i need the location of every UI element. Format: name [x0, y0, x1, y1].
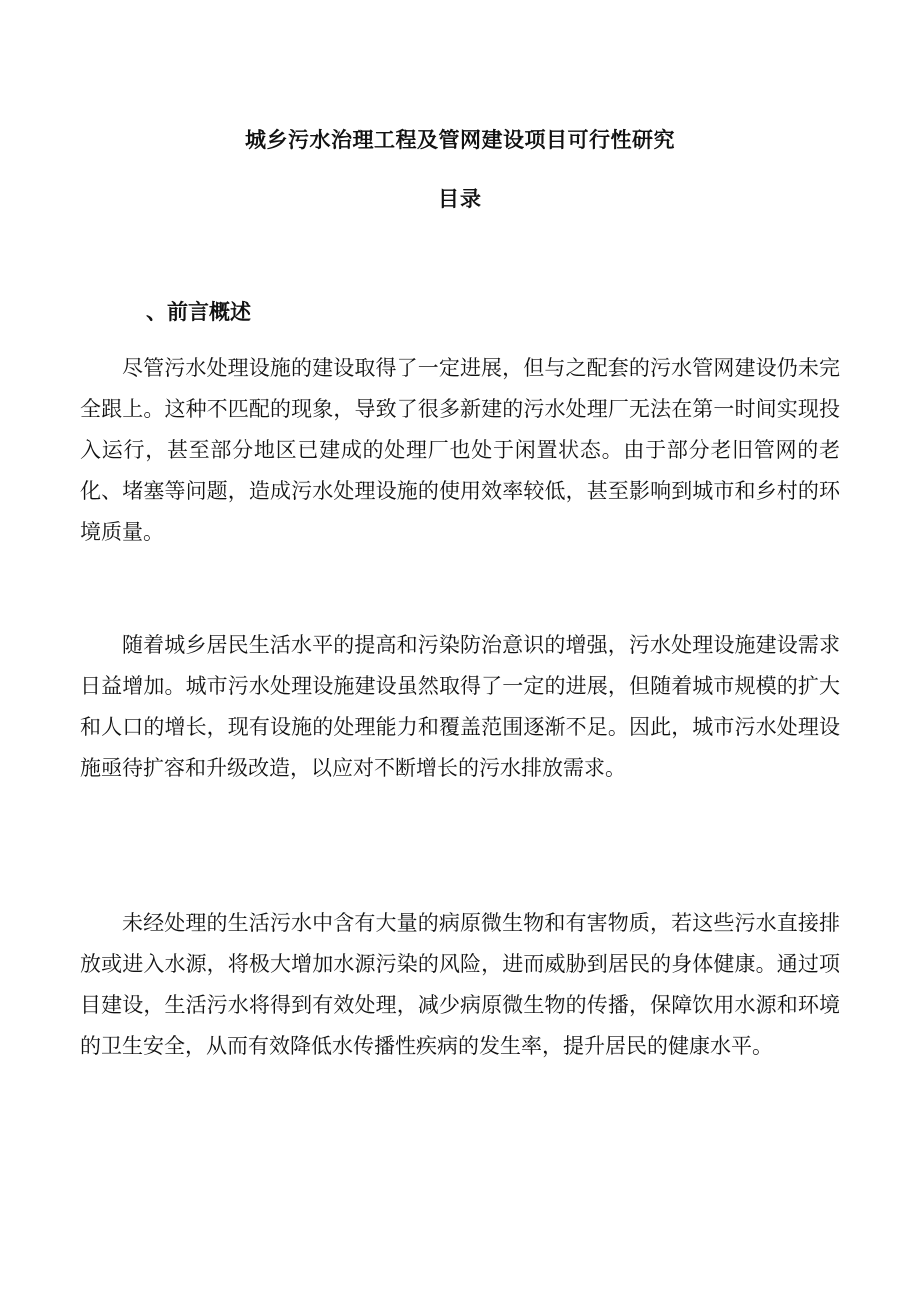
body-paragraph-1: 尽管污水处理设施的建设取得了一定进展，但与之配套的污水管网建设仍未完全跟上。这种不匹配的现象，导致了很多新建的污水处理厂无法在第一时间实现投入运行，甚至部分地区已建成的处理厂也处于闲置状态。由于部分老旧管网的老化、堵塞等问题，造成污水处理设施的使用效率较低，甚至影响到城市和乡村的环境质量。	[80, 356, 840, 544]
body-paragraph-2: 随着城乡居民生活水平的提高和污染防治意识的增强，污水处理设施建设需求日益增加。城市污水处理设施建设虽然取得了一定的进展，但随着城市规模的扩大和人口的增长，现有设施的处理能力和覆盖范围逐渐不足。因此，城市污水处理设施亟待扩容和升级改造，以应对不断增长的污水排放需求。	[80, 633, 840, 780]
document-title: 城乡污水治理工程及管网建设项目可行性研究	[245, 128, 675, 152]
body-paragraph-3: 未经处理的生活污水中含有大量的病原微生物和有害物质，若这些污水直接排放或进入水源，将极大增加水源污染的风险，进而威胁到居民的身体健康。通过项目建设，生活污水将得到有效处理，减少病原微生物的传播，保障饮用水源和环境的卫生安全，从而有效降低水传播性疾病的发生率，提升居民的健康水平。	[80, 911, 840, 1058]
section-heading: 、前言概述	[146, 300, 251, 324]
toc-title: 目录	[438, 187, 482, 211]
